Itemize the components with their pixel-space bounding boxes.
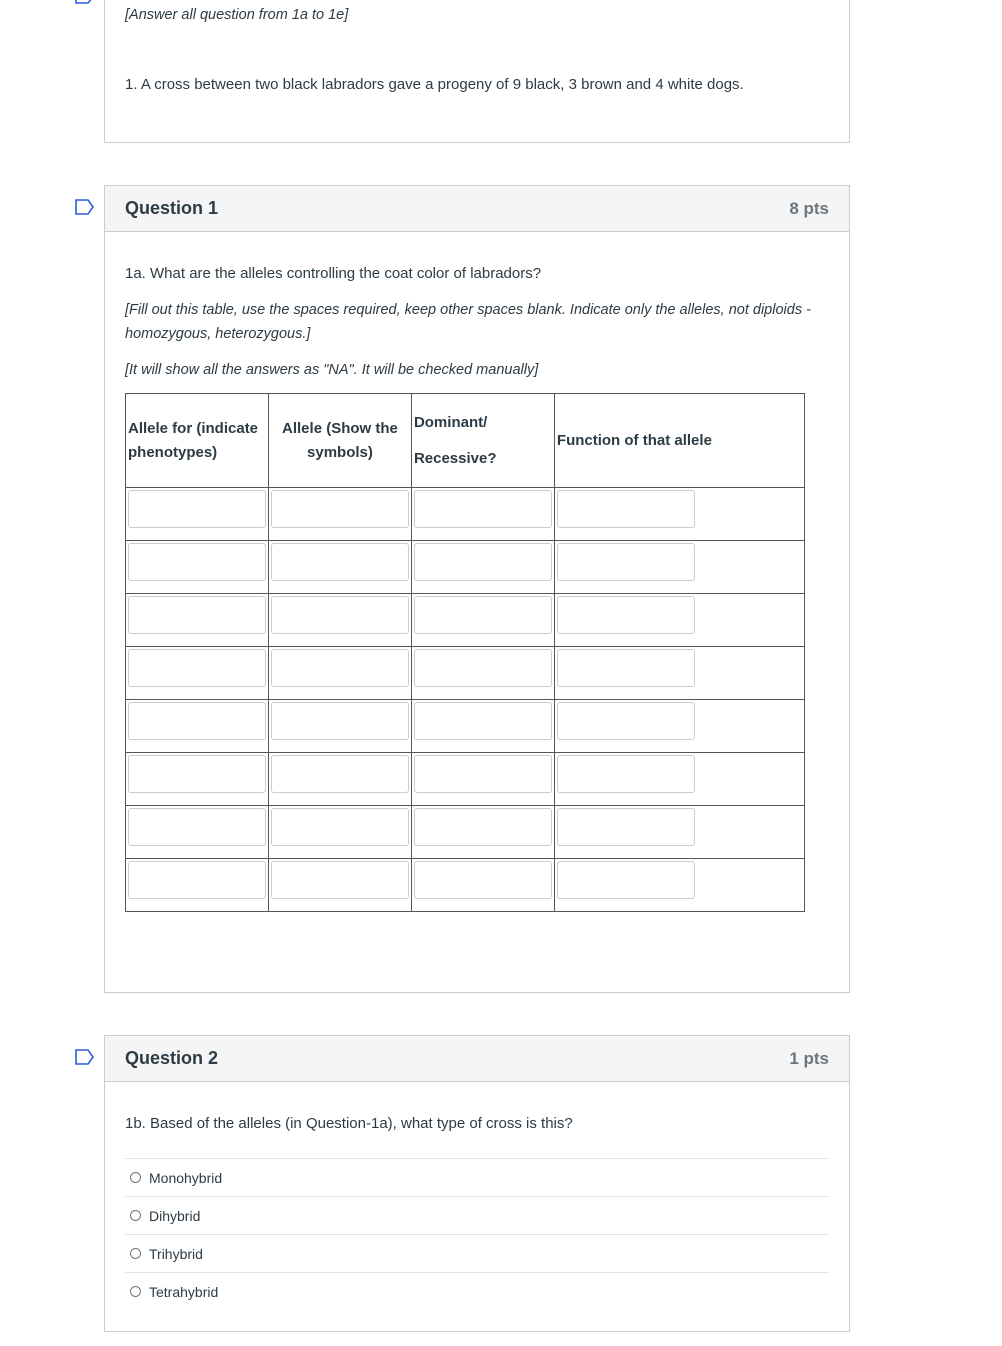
table-cell (268, 806, 411, 859)
radio-button[interactable] (130, 1210, 141, 1221)
table-row (126, 541, 805, 594)
answer-input[interactable] (128, 596, 266, 634)
table-cell (554, 594, 804, 647)
alleles-table-header-row (126, 394, 805, 488)
intro-instruction: [Answer all question from 1a to 1e] (125, 7, 349, 23)
header-allele-for: Allele for (indicate phenotypes) (126, 394, 269, 488)
answer-input[interactable] (271, 596, 409, 634)
answer-input[interactable] (414, 808, 552, 846)
table-cell (126, 541, 269, 594)
answer-input[interactable] (128, 490, 266, 528)
table-cell (411, 647, 554, 700)
answer-input[interactable] (414, 861, 552, 899)
radio-button[interactable] (130, 1286, 141, 1297)
table-cell (554, 541, 804, 594)
answer-input[interactable] (271, 543, 409, 581)
answer-input[interactable] (414, 649, 552, 687)
table-cell (411, 753, 554, 806)
header-allele-symbols: Allele (Show the symbols) (268, 394, 411, 488)
flag-question-1-icon[interactable] (75, 199, 95, 215)
table-cell (554, 806, 804, 859)
table-cell (126, 594, 269, 647)
table-cell (411, 488, 554, 541)
table-row (126, 594, 805, 647)
answer-input[interactable] (271, 702, 409, 740)
question-1-prompt: 1a. What are the alleles controlling the coat color of labradors? (125, 265, 542, 282)
table-row (126, 859, 805, 912)
answer-input[interactable] (271, 861, 409, 899)
table-cell (268, 488, 411, 541)
table-row (126, 488, 805, 541)
answer-option[interactable] (125, 1234, 829, 1272)
table-cell (126, 753, 269, 806)
question-1-points: 8 pts (789, 198, 829, 218)
intro-context: 1. A cross between two black labradors gave a progeny of 9 black, 3 brown and 4 white dogs. (125, 76, 744, 93)
table-cell (126, 700, 269, 753)
answer-option-label: Monohybrid (149, 1169, 223, 1186)
answer-input[interactable] (128, 543, 266, 581)
question-1-header (105, 186, 849, 232)
alleles-table (125, 393, 805, 912)
answer-input[interactable] (128, 861, 266, 899)
answer-input[interactable] (414, 702, 552, 740)
answer-input[interactable] (557, 808, 695, 846)
answer-input[interactable] (271, 755, 409, 793)
table-cell (268, 700, 411, 753)
answer-options (125, 1158, 829, 1310)
answer-input[interactable] (414, 490, 552, 528)
table-cell (554, 647, 804, 700)
table-row (126, 647, 805, 700)
answer-option[interactable] (125, 1272, 829, 1310)
table-cell (126, 806, 269, 859)
question-2-prompt: 1b. Based of the alleles (in Question-1a), what type of cross is this? (125, 1115, 573, 1132)
flag-question-2-icon[interactable] (75, 1049, 95, 1065)
answer-input[interactable] (128, 808, 266, 846)
table-cell (126, 859, 269, 912)
answer-input[interactable] (128, 755, 266, 793)
table-row (126, 700, 805, 753)
answer-option-label: Dihybrid (149, 1207, 201, 1224)
answer-input[interactable] (271, 490, 409, 528)
radio-button[interactable] (130, 1172, 141, 1183)
answer-option-label: Tetrahybrid (149, 1283, 219, 1300)
intro-card (104, 0, 850, 143)
answer-input[interactable] (128, 649, 266, 687)
table-row (126, 806, 805, 859)
table-cell (268, 594, 411, 647)
answer-input[interactable] (414, 755, 552, 793)
table-cell (268, 753, 411, 806)
question-1-note-manual: [It will show all the answers as "NA". It will be checked manually] (125, 362, 539, 378)
table-cell (411, 806, 554, 859)
answer-input[interactable] (557, 596, 695, 634)
header-dominant-recessive (411, 394, 554, 488)
table-cell (554, 859, 804, 912)
answer-input[interactable] (128, 702, 266, 740)
answer-input[interactable] (271, 649, 409, 687)
question-1-title: Question 1 (125, 198, 219, 218)
table-cell (411, 594, 554, 647)
answer-input[interactable] (557, 649, 695, 687)
answer-input[interactable] (557, 543, 695, 581)
table-cell (268, 859, 411, 912)
table-cell (411, 700, 554, 753)
table-cell (126, 647, 269, 700)
table-cell (268, 541, 411, 594)
answer-input[interactable] (414, 543, 552, 581)
radio-button[interactable] (130, 1248, 141, 1259)
header-function: Function of that allele (554, 394, 804, 488)
answer-input[interactable] (414, 596, 552, 634)
answer-input[interactable] (557, 702, 695, 740)
header-recessive: Recessive? (413, 449, 497, 467)
table-cell (554, 700, 804, 753)
question-1-card (104, 185, 850, 993)
table-cell (554, 753, 804, 806)
question-2-card (104, 1035, 850, 1332)
flag-question-icon[interactable] (75, 0, 95, 6)
header-dominant: Dominant/ (413, 413, 488, 431)
table-cell (554, 488, 804, 541)
answer-input[interactable] (557, 861, 695, 899)
answer-input[interactable] (557, 490, 695, 528)
table-cell (411, 859, 554, 912)
question-2-points: 1 pts (789, 1048, 829, 1068)
answer-option[interactable] (125, 1196, 829, 1234)
question-2-title: Question 2 (125, 1048, 219, 1068)
question-1-note-fill: [Fill out this table, use the spaces required, keep other spaces blank. Indicate only the alleles, not diploids - homozygous, heterozygous.] (125, 302, 811, 342)
table-row (126, 753, 805, 806)
answer-option[interactable] (125, 1158, 829, 1196)
table-cell (268, 647, 411, 700)
table-cell (411, 541, 554, 594)
answer-input[interactable] (557, 755, 695, 793)
question-2-header (105, 1036, 849, 1082)
answer-option-label: Trihybrid (149, 1245, 203, 1262)
answer-input[interactable] (271, 808, 409, 846)
table-cell (126, 488, 269, 541)
